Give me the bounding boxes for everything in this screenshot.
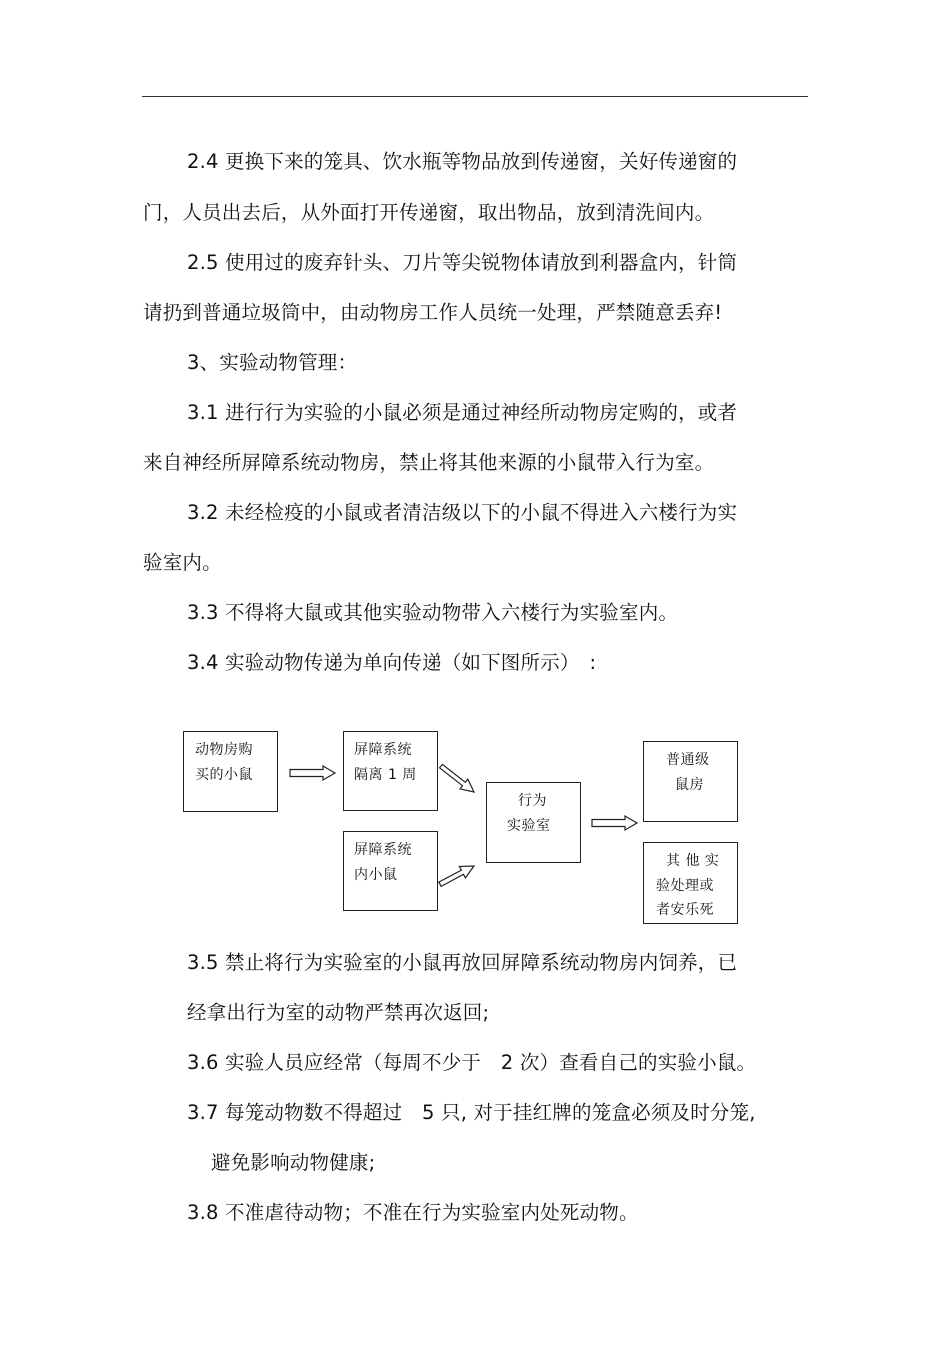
- box-label: 普通级: [666, 752, 710, 768]
- paragraph-3-1-line-1: 3.1 进行行为实验的小鼠必须是通过神经所动物房定购的，或者: [187, 401, 738, 424]
- arrow-lab-to-rooms: [592, 816, 637, 830]
- box-label: 动物房购: [195, 742, 253, 758]
- box-label: 屏障系统: [354, 842, 412, 858]
- paragraph-3-7-line-1: 3.7 每笼动物数不得超过 5 只, 对于挂红牌的笼盒必须及时分笼,: [187, 1101, 756, 1124]
- box-label: 者安乐死: [656, 902, 714, 918]
- paragraph-2-4-line-1: 2.4 更换下来的笼具、饮水瓶等物品放到传递窗，关好传递窗的: [187, 150, 738, 173]
- paragraph-3-5-line-2: 经拿出行为室的动物严禁再次返回;: [187, 1001, 490, 1024]
- box-label: 鼠房: [675, 777, 704, 793]
- box-label: 行为: [518, 793, 547, 809]
- paragraph-3-7-line-2: 避免影响动物健康;: [211, 1151, 376, 1174]
- paragraph-3-2-line-2: 验室内。: [143, 551, 222, 574]
- arrow-purchase-to-isolation: [290, 766, 335, 780]
- paragraph-3-5-line-1: 3.5 禁止将行为实验室的小鼠再放回屏障系统动物房内饲养，已: [187, 951, 738, 974]
- paragraph-2-5-line-2: 请扔到普通垃圾筒中，由动物房工作人员统一处理，严禁随意丢弃!: [143, 301, 723, 324]
- arrow-internal-to-lab: [439, 866, 474, 886]
- paragraph-3-1-line-2: 来自神经所屏障系统动物房，禁止将其他来源的小鼠带入行为室。: [143, 451, 715, 474]
- paragraph-2-5-line-1: 2.5 使用过的废弃针头、刀片等尖锐物体请放到利器盒内，针筒: [187, 251, 738, 274]
- box-label: 买的小鼠: [195, 767, 253, 783]
- paragraph-2-4-line-2: 门，人员出去后，从外面打开传递窗，取出物品，放到清洗间内。: [143, 201, 715, 224]
- arrow-isolation-to-lab: [440, 764, 474, 792]
- paragraph-3-2-line-1: 3.2 未经检疫的小鼠或者清洁级以下的小鼠不得进入六楼行为实: [187, 501, 738, 524]
- box-label: 内小鼠: [354, 867, 398, 883]
- paragraph-3-4: 3.4 实验动物传递为单向传递（如下图所示） :: [187, 651, 597, 674]
- section-3-heading: 3、实验动物管理：: [187, 351, 358, 374]
- box-label: 屏障系统: [354, 742, 412, 758]
- box-label: 验处理或: [656, 878, 714, 894]
- box-label: 实验室: [507, 818, 551, 834]
- paragraph-3-8: 3.8 不准虐待动物；不准在行为实验室内处死动物。: [187, 1201, 639, 1224]
- paragraph-3-6: 3.6 实验人员应经常（每周不少于 2 次）查看自己的实验小鼠。: [187, 1051, 757, 1074]
- box-label: 隔离 1 周: [354, 767, 417, 783]
- box-label: 其 他 实: [666, 853, 720, 869]
- paragraph-3-3: 3.3 不得将大鼠或其他实验动物带入六楼行为实验室内。: [187, 601, 679, 624]
